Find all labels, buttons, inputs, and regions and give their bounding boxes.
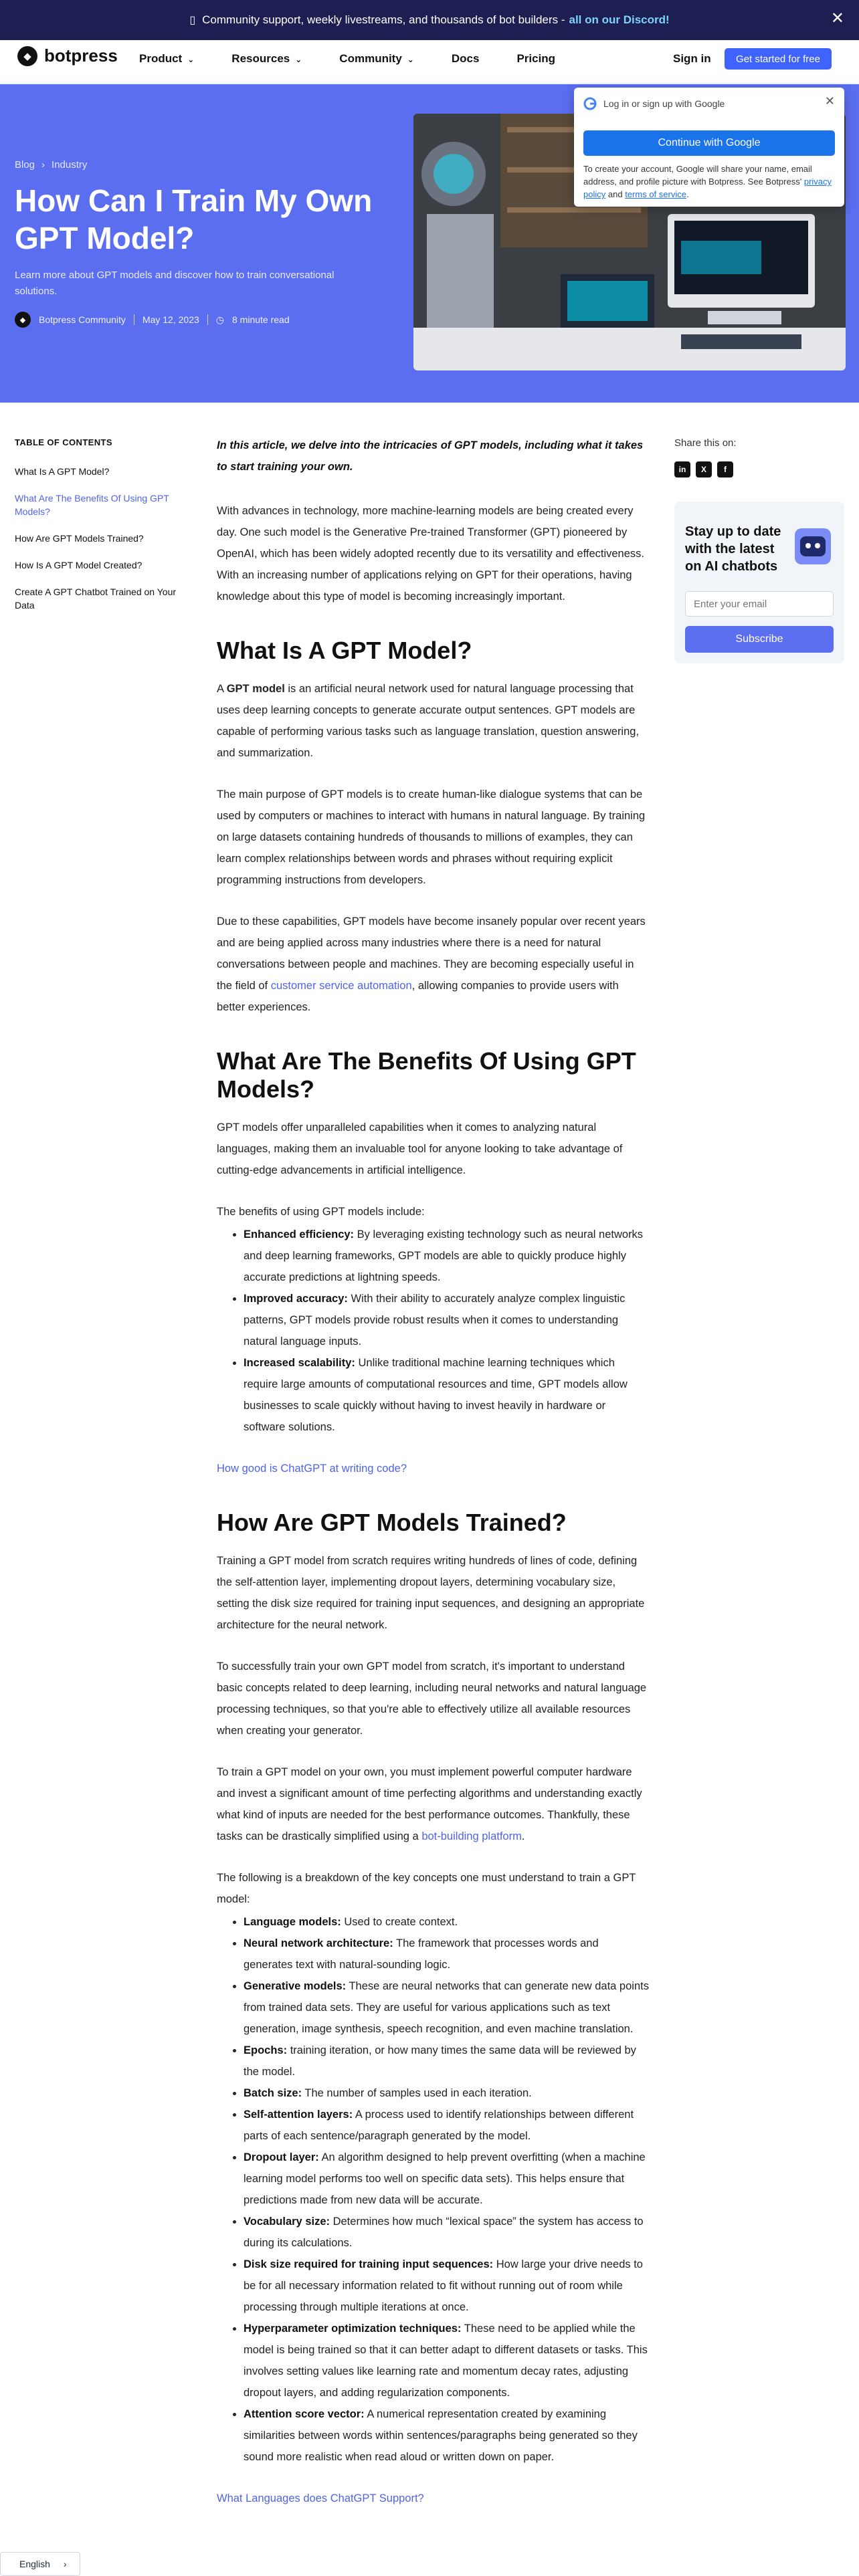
list-item: • Attention score vector: A numerical representation created by examining similarities between words within sentences/paragraphs being generated so they sound more realistic when read aloud or written down on paper. — [244, 2403, 649, 2468]
paragraph: GPT models offer unparalleled capabilities when it comes to analyzing natural languages, making them an invaluable tool for anyone looking to take advantage of cutting-edge advancements in artificial intelligence. — [217, 1121, 623, 1176]
toc-title: TABLE OF CONTENTS — [15, 437, 112, 447]
subscribe-card — [674, 502, 844, 663]
list-item: • Improved accuracy: With their ability to accurately analyze complex linguistic patterns, GPT models provide robust results when it comes to understanding natural language inputs. — [244, 1288, 649, 1352]
list-item: • Disk size required for training input sequences: How large your drive needs to be for all necessary information related to fit without running out of room while processing through multiple iterations at once. — [244, 2254, 649, 2318]
divider — [207, 314, 208, 325]
paragraph — [217, 1458, 649, 1479]
nav-links — [139, 52, 593, 66]
discord-icon: ▯ — [189, 15, 196, 26]
popup-header — [583, 97, 725, 110]
nav-community[interactable]: Community ⌄ — [339, 52, 414, 65]
bot-illustration — [795, 528, 831, 564]
heading-what-is-gpt: What Is A GPT Model? — [217, 637, 472, 664]
share-label: Share this on: — [674, 437, 737, 449]
privacy-policy-link[interactable]: privacy policy — [583, 177, 832, 199]
google-icon — [583, 97, 597, 110]
paragraph: To successfully train your own GPT model from scratch, it's important to understand basic concepts related to deep learning, including neural networks and natural language processing techniques, so that you're able to effectively utilize all available resources when creating your generator. — [217, 1660, 647, 1737]
popup-title: Log in or sign up with Google — [603, 98, 725, 109]
language-label: English — [19, 2559, 50, 2569]
nav-docs[interactable]: Docs — [451, 52, 480, 65]
nav-pricing[interactable]: Pricing — [516, 52, 556, 65]
bot-building-platform-link[interactable]: bot-building platform — [421, 1830, 522, 1842]
toc-item[interactable]: Create A GPT Chatbot Trained on Your Data — [15, 586, 177, 611]
article-intro: In this article, we delve into the intricacies of GPT models, including what it takes to start training your own. — [217, 439, 644, 473]
list-item: • Enhanced efficiency: By leveraging existing technology such as neural networks and deep learning frameworks, GPT models are able to quickly produce highly accurate predictions at lightning speeds. — [244, 1224, 649, 1288]
paragraph: Training a GPT model from scratch requires writing hundreds of lines of code, defining the self-attention layer, implementing dropout layers, determining vocabulary size, setting the disk size required for training input sequences, and designing an appropriate architecture for the neural network. — [217, 1555, 645, 1631]
banner-text: Community support, weekly livestreams, and thousands of bot builders - — [202, 13, 565, 26]
page-lede: Learn more about GPT models and discover how to train conversational solutions. — [15, 270, 335, 297]
nav-resources[interactable]: Resources ⌄ — [231, 52, 302, 65]
customer-service-link[interactable]: customer service automation — [270, 980, 412, 992]
author-avatar: ◆ — [15, 312, 31, 328]
share-icons — [674, 461, 733, 477]
close-icon[interactable]: ✕ — [830, 9, 844, 27]
list-item: • Neural network architecture: The framework that processes words and generates text with natural-sounding logic. — [244, 1933, 649, 1975]
linkedin-icon[interactable]: in — [674, 461, 690, 477]
article-meta — [15, 312, 290, 328]
paragraph — [217, 2488, 649, 2509]
chevron-right-icon: › — [41, 159, 45, 171]
google-signin-popup — [574, 88, 844, 207]
list-item: • Self-attention layers: A process used to identify relationships between different parts of each sentence/paragraph generated by the model. — [244, 2104, 649, 2147]
botpress-logo[interactable] — [17, 45, 118, 66]
chevron-right-icon: › — [63, 2559, 67, 2569]
facebook-icon[interactable]: f — [717, 461, 733, 477]
paragraph: With advances in technology, more machine-learning models are being created every day. One such model is the Generative Pre-trained Transformer (GPT) pioneered by OpenAI, which has been widely adopted recently due to its versatility and effectiveness. With an increasing number of applications relying on GPT for their operations, having knowledge about this type of model is becoming increasingly important. — [217, 505, 644, 603]
popup-disclaimer — [583, 163, 835, 201]
announcement-banner — [0, 0, 859, 40]
discord-link[interactable]: all on our Discord! — [569, 13, 670, 26]
table-of-contents — [15, 437, 189, 625]
subscribe-title: Stay up to date with the latest on AI chatbots — [685, 524, 781, 574]
toc-item[interactable]: What Is A GPT Model? — [15, 466, 110, 477]
paragraph: To train a GPT model on your own, you must implement powerful computer hardware and invest a significant amount of time perfecting algorithms and understanding exactly what kind of inputs are needed for the best performance outcomes. Thankfully, these tasks can be drastically simplified using a bot-building platform. — [217, 1766, 642, 1842]
list-item: • Epochs: training iteration, or how many times the same data will be reviewed by the model. — [244, 2040, 649, 2082]
breadcrumb — [15, 159, 87, 171]
toc-item[interactable]: What Are The Benefits Of Using GPT Models? — [15, 493, 169, 517]
continue-with-google-button[interactable]: Continue with Google — [583, 130, 835, 156]
chatgpt-languages-link[interactable]: What Languages does ChatGPT Support? — [217, 2492, 424, 2504]
paragraph: The main purpose of GPT models is to create human-like dialogue systems that can be used by computers or machines to interact with humans in natural language. By training on large datasets containing hundreds of thousands to millions of examples, they can learn complex relationships between words and phrases without requiring explicit programming instructions from developers. — [217, 788, 646, 886]
chevron-down-icon: ⌄ — [187, 55, 195, 64]
heading-benefits: What Are The Benefits Of Using GPT Models? — [217, 1047, 636, 1103]
breadcrumb-industry[interactable]: Industry — [52, 159, 88, 171]
paragraph: The following is a breakdown of the key concepts one must understand to train a GPT model: — [217, 1872, 636, 1905]
author-name[interactable]: Botpress Community — [39, 314, 126, 325]
concepts-list — [244, 1911, 649, 2468]
read-time: 8 minute read — [232, 314, 290, 325]
list-item: • Dropout layer: An algorithm designed to help prevent overfitting (when a machine learning model performs too well on specific data sets). This helps ensure that predictions made from new data will be accurate. — [244, 2147, 649, 2211]
subscribe-button[interactable]: Subscribe — [685, 626, 834, 653]
bot-icon — [795, 528, 831, 564]
paragraph: Due to these capabilities, GPT models have become insanely popular over recent years and are being applied across many industries where there is a need for natural conversations between people and machines. They are becoming especially useful in the field of customer service automation, allowing companies to provide users with better experiences. — [217, 916, 646, 1013]
paragraph: A GPT model is an artificial neural network used for natural language processing that uses deep learning concepts to generate accurate output sentences. GPT models are capable of performing various tasks such as language translation, question answering, and summarization. — [217, 683, 640, 759]
nav-product[interactable]: Product ⌄ — [139, 52, 195, 65]
x-icon[interactable]: X — [696, 461, 712, 477]
breadcrumb-blog[interactable]: Blog — [15, 159, 35, 171]
chatgpt-code-link[interactable]: How good is ChatGPT at writing code? — [217, 1463, 407, 1475]
paragraph: The benefits of using GPT models include: — [217, 1206, 425, 1218]
close-icon[interactable]: ✕ — [824, 94, 835, 108]
publish-date: May 12, 2023 — [142, 314, 199, 325]
disclaimer-end: . — [686, 189, 689, 199]
clock-icon: ◷ — [215, 314, 224, 325]
terms-of-service-link[interactable]: terms of service — [625, 189, 686, 199]
disclaimer-and: and — [607, 189, 623, 199]
benefits-list — [244, 1224, 649, 1438]
sign-in-link[interactable]: Sign in — [673, 52, 711, 65]
get-started-button[interactable]: Get started for free — [725, 48, 832, 70]
chevron-down-icon: ⌄ — [407, 55, 414, 64]
list-item: • Generative models: These are neural networks that can generate new data points from trained data sets. They are useful for various applications such as text generation, image synthesis, speech recognition, and even machine translation. — [244, 1975, 649, 2040]
heading-how-trained: How Are GPT Models Trained? — [217, 1509, 567, 1536]
language-selector[interactable] — [0, 2552, 80, 2576]
list-item: • Batch size: The number of samples used in each iteration. — [244, 2082, 649, 2104]
logo-text: botpress — [44, 45, 118, 66]
email-field[interactable] — [685, 591, 834, 617]
logo-icon: ◆ — [17, 46, 37, 66]
list-item: • Hyperparameter optimization techniques: These need to be applied while the model is being trained so that it can better adapt to different datasets or tasks. This involves setting values like learning rate and momentum decay rates, adjusting dropout layers, and adding regularization components. — [244, 2318, 649, 2403]
list-item: • Increased scalability: Unlike traditional machine learning techniques which require large amounts of computational resources and time, GPT models allow businesses to scale quickly without having to invest heavily in hardware or software solutions. — [244, 1352, 649, 1438]
list-item: • Language models: Used to create context. — [244, 1911, 649, 1933]
page-title: How Can I Train My Own GPT Model? — [15, 183, 373, 255]
article-body — [217, 435, 649, 2529]
toc-item[interactable]: How Are GPT Models Trained? — [15, 533, 144, 544]
disclaimer-text: To create your account, Google will share your name, email address, and profile picture with Botpress. See Botpress' — [583, 164, 812, 187]
list-item: • Vocabulary size: Determines how much “lexical space” the system has access to during its calculations. — [244, 2211, 649, 2254]
chevron-down-icon: ⌄ — [295, 55, 302, 64]
toc-item[interactable]: How Is A GPT Model Created? — [15, 560, 142, 570]
